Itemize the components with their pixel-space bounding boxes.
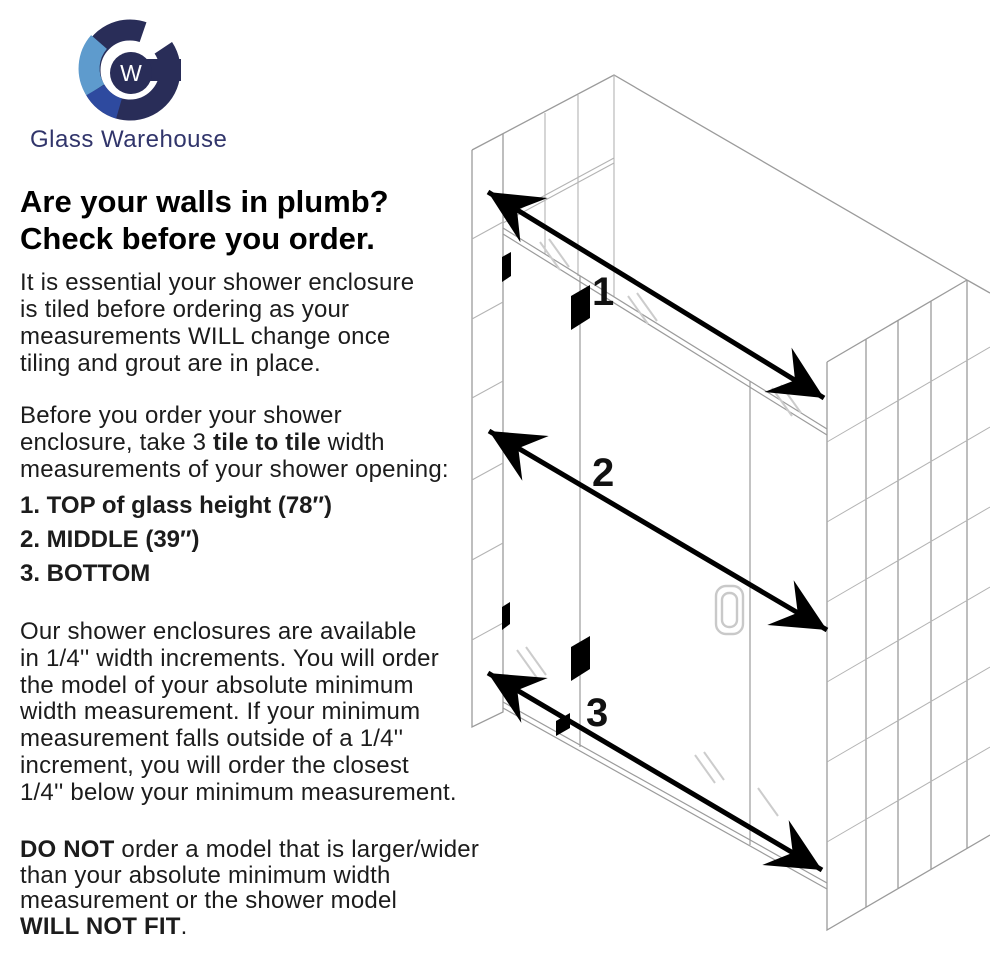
tile-grout-lines [472,222,990,842]
page-title: Are your walls in plumb? Check before you order. [20,184,389,256]
left-wall-interior-lines [503,75,614,297]
enclosure-outline [472,75,990,930]
logo-letter: W [120,60,142,86]
hinge-icon [502,252,511,282]
measurement-item-bottom: 3. BOTTOM [20,560,151,587]
door-hinges [502,252,590,736]
brand-name: Glass Warehouse [30,126,228,153]
measurement-arrow-top [488,192,824,398]
glass-panels [503,228,827,889]
order-instructions-paragraph: Before you order your shower enclosure, take 3 tile to tile width measurements of your shower opening: [20,402,449,483]
increments-paragraph: Our shower enclosures are available in 1/4'' width increments. You will order the model of your absolute minimum width measurement. If your minimum measurement falls outside of a 1/4'' increment, you will order the closest 1/4'' below your minimum measurement. [20,618,457,806]
measurement-arrows [488,192,827,870]
arrow-label-2: 2 [592,451,615,495]
hinge-icon [571,636,590,681]
intro-paragraph: It is essential your shower enclosure is tiled before ordering as your measurements WILL change once tiling and grout are in place. [20,269,415,377]
measurement-item-top: 1. TOP of glass height (78″) [20,492,333,519]
door-handle-icon [716,586,743,634]
measurement-item-middle: 2. MIDDLE (39″) [20,526,200,553]
arrow-label-3: 3 [586,691,609,735]
warning-paragraph: DO NOT order a model that is larger/wider than your absolute minimum width measurement or the shower model WILL NOT FIT. [20,836,480,940]
hinge-icon [571,285,590,330]
arrow-label-1: 1 [592,270,615,314]
measurement-arrow-middle [489,431,827,630]
measurement-arrow-bottom [488,673,822,870]
